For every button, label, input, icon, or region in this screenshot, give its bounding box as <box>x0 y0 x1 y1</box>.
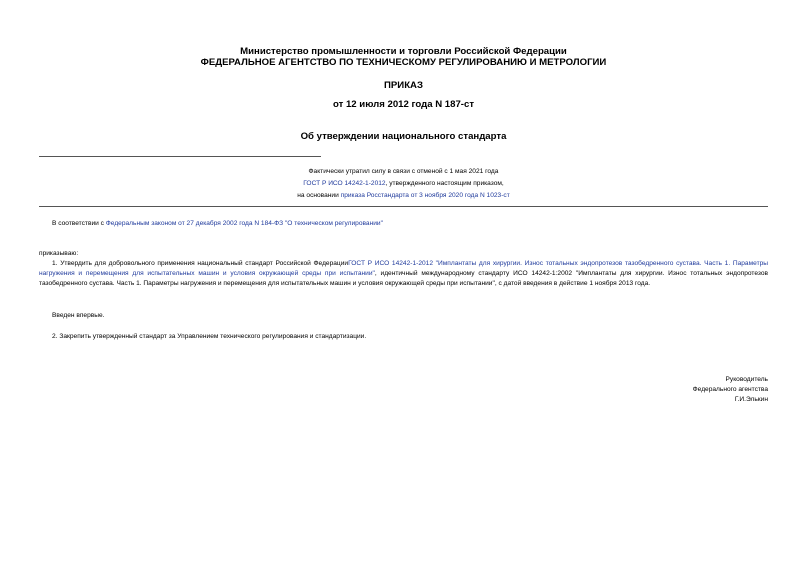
signature-title-1: Руководитель <box>725 376 768 383</box>
document-type: ПРИКАЗ <box>384 80 423 91</box>
gost-link[interactable]: ГОСТ Р ИСО 14242-1-2012 <box>303 180 386 187</box>
note-line-3-text: на основании <box>297 192 341 199</box>
order-word: приказываю: <box>39 250 79 257</box>
item-1-rest: , идентичный международному стандарту ИСО 14242-1:2002 "Имплантаты для хирургии. Износ тотальных эндопротезов тазобедренного сустава. Часть 1. Параметры нагружения и перемещения для испытательных машин и условия окружающей среды при испытании", с датой введения в действие 1 ноября 2013 года. <box>39 270 768 288</box>
intro-paragraph <box>52 219 768 229</box>
item-2-paragraph: 2. Закрепить утвержденный стандарт за Управлением технического регулирования и стандартизации. <box>52 333 367 340</box>
item-1-paragraph <box>39 259 768 290</box>
short-divider <box>39 156 321 157</box>
note-line-3 <box>0 191 807 201</box>
document-subject: Об утверждении национального стандарта <box>300 131 507 142</box>
introduced-note: Введен впервые. <box>52 312 105 319</box>
federal-law-link[interactable]: Федеральным законом от 27 декабря 2002 года N 184-ФЗ "О техническом регулировании" <box>105 220 383 227</box>
signature-title-2: Федерального агентства <box>692 386 768 393</box>
note-line-2-text: , утвержденного настоящим приказом, <box>385 180 504 187</box>
note-line-2 <box>0 179 807 189</box>
long-divider <box>39 206 768 207</box>
rosstandart-order-link[interactable]: приказа Росстандарта от 3 ноября 2020 года N 1023-ст <box>340 192 510 199</box>
agency-title: ФЕДЕРАЛЬНОЕ АГЕНТСТВО ПО ТЕХНИЧЕСКОМУ РЕГУЛИРОВАНИЮ И МЕТРОЛОГИИ <box>200 57 607 68</box>
ministry-title: Министерство промышленности и торговли Российской Федерации <box>240 46 567 57</box>
standard-link[interactable]: ГОСТ Р ИСО 14242-1-2012 "Имплантаты для хирургии. Износ тотальных эндопротезов тазобедренного сустава. Часть 1. Параметры нагружения и перемещения для испытательных машин и условия окружающей среды при испытании" <box>39 260 768 278</box>
intro-text: В соответствии с <box>52 220 106 227</box>
signature-name: Г.И.Элькин <box>734 396 768 403</box>
document-date: от 12 июля 2012 года N 187-ст <box>332 99 475 110</box>
note-line-1: Фактически утратил силу в связи с отменой с 1 мая 2021 года <box>308 168 499 175</box>
item-1-text: 1. Утвердить для добровольного применения национальный стандарт Российской Федерации <box>52 260 349 267</box>
